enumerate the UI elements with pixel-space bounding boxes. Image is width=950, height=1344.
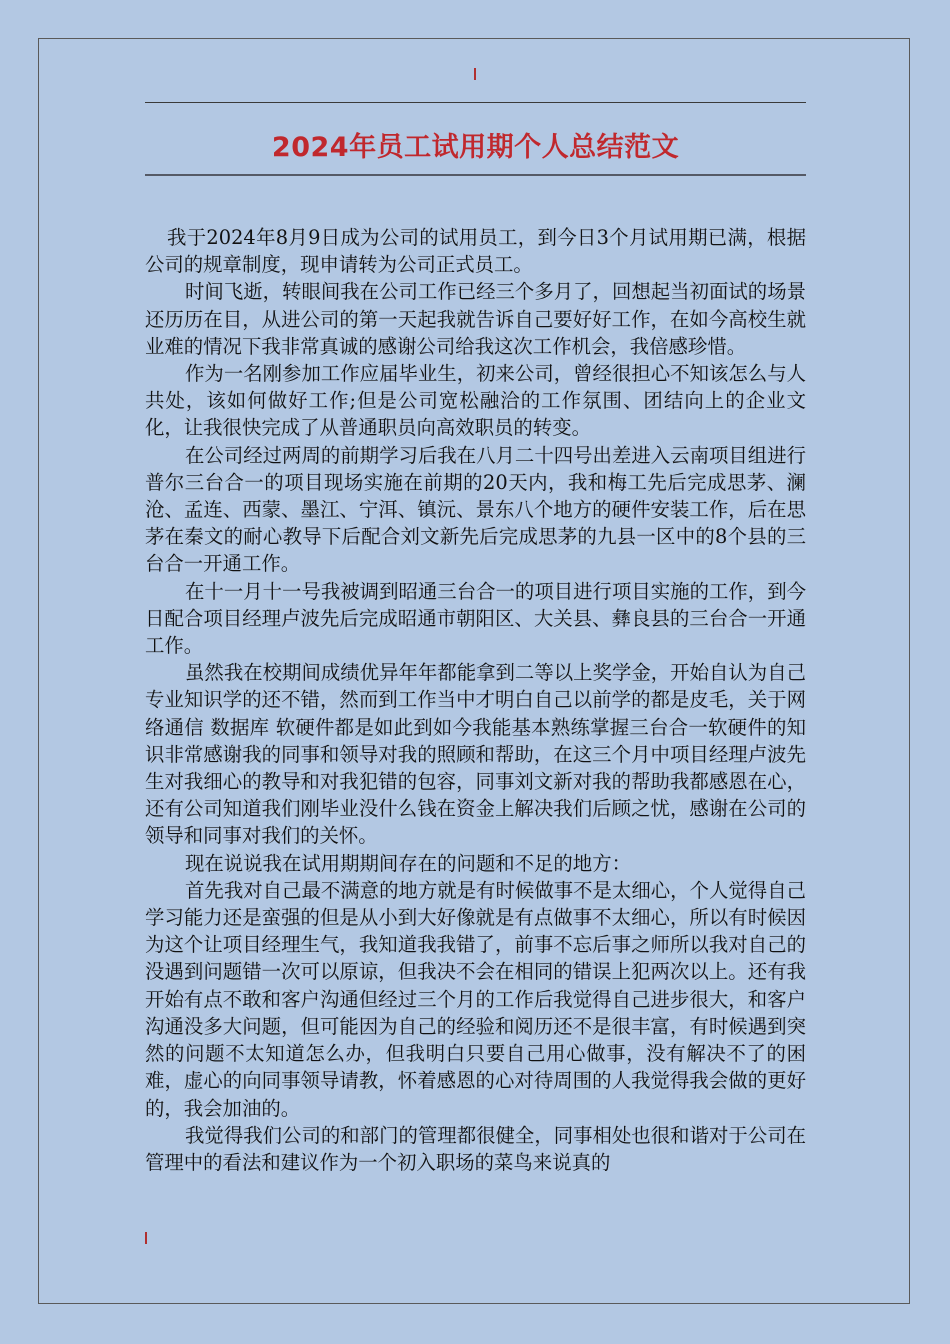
- footer-mark: [145, 1232, 147, 1244]
- paragraph: 首先我对自己最不满意的地方就是有时候做事不是太细心，个人觉得自己学习能力还是蛮强的但是从小到大好像就是有点做事不太细心，所以有时候因为这个让项目经理生气，我知道我我错了，前事不忘后事之师所以我对自己的没遇到问题错一次可以原谅，但我决不会在相同的错误上犯两次以上。还有我开始有点不敢和客户沟通但经过三个月的工作后我觉得自己进步很大，和客户沟通没多大问题，但可能因为自己的经验和阅历还不是很丰富，有时候遇到突然的问题不太知道怎么办，但我明白只要自己用心做事，没有解决不了的困难，虚心的向同事领导请教，怀着感恩的心对待周围的人我觉得我会做的更好的，我会加油的。: [145, 878, 806, 1120]
- paragraph: 我觉得我们公司的和部门的管理都很健全，同事相处也很和谐对于公司在管理中的看法和建议作为一个初入职场的菜鸟来说真的: [145, 1123, 806, 1174]
- header-rule: [145, 102, 806, 103]
- paragraph: 虽然我在校期间成绩优异年年都能拿到二等以上奖学金，开始自认为自己专业知识学的还不错，然而到工作当中才明白自己以前学的都是皮毛，关于网络通信 数据库 软硬件都是如此到如今我能基本熟练掌握三台合一软硬件的知识非常感谢我的同事和领导对我的照顾和帮助，在这三个月中项目经理卢波先生对我细心的教导和对我犯错的包容，同事刘文新对我的帮助我都感恩在心，还有公司知道我们刚毕业没什么钱在资金上解决我们后顾之忧，感谢在公司的领导和同事对我们的关怀。: [145, 661, 806, 848]
- paragraph: 在公司经过两周的前期学习后我在八月二十四号出差进入云南项目组进行普尔三台合一的项目现场实施在前期的20天内，我和梅工先后完成思茅、澜沧、孟连、西蒙、墨江、宁洱、镇沅、景东八个地方的硬件安装工作，后在思茅在秦文的耐心教导下后配合刘文新先后完成思茅的九县一区中的8个县的三台合一开通工作。: [145, 443, 806, 576]
- title-rule: [145, 174, 806, 176]
- document-body: [145, 224, 806, 1176]
- header-mark: [474, 68, 476, 80]
- paragraph: 在十一月十一号我被调到昭通三台合一的项目进行项目实施的工作，到今日配合项目经理卢波先后完成昭通市朝阳区、大关县、彝良县的三台合一开通工作。: [145, 579, 806, 658]
- paragraph: 我于2024年8月9日成为公司的试用员工，到今日3个月试用期已满，根据公司的规章制度，现申请转为公司正式员工。: [145, 226, 806, 277]
- paragraph: 作为一名刚参加工作应届毕业生，初来公司，曾经很担心不知该怎么与人共处，该如何做好工作;但是公司宽松融洽的工作氛围、团结向上的企业文化，让我很快完成了从普通职员向高效职员的转变。: [145, 362, 806, 440]
- paragraph: 时间飞逝，转眼间我在公司工作已经三个多月了，回想起当初面试的场景还历历在目，从进公司的第一天起我就告诉自己要好好工作，在如今高校生就业难的情况下我非常真诚的感谢公司给我这次工作机会，我倍感珍惜。: [145, 280, 806, 358]
- document-title: 2024年员工试用期个人总结范文: [271, 132, 680, 163]
- paragraph: 现在说说我在试用期期间存在的问题和不足的地方：: [185, 851, 631, 875]
